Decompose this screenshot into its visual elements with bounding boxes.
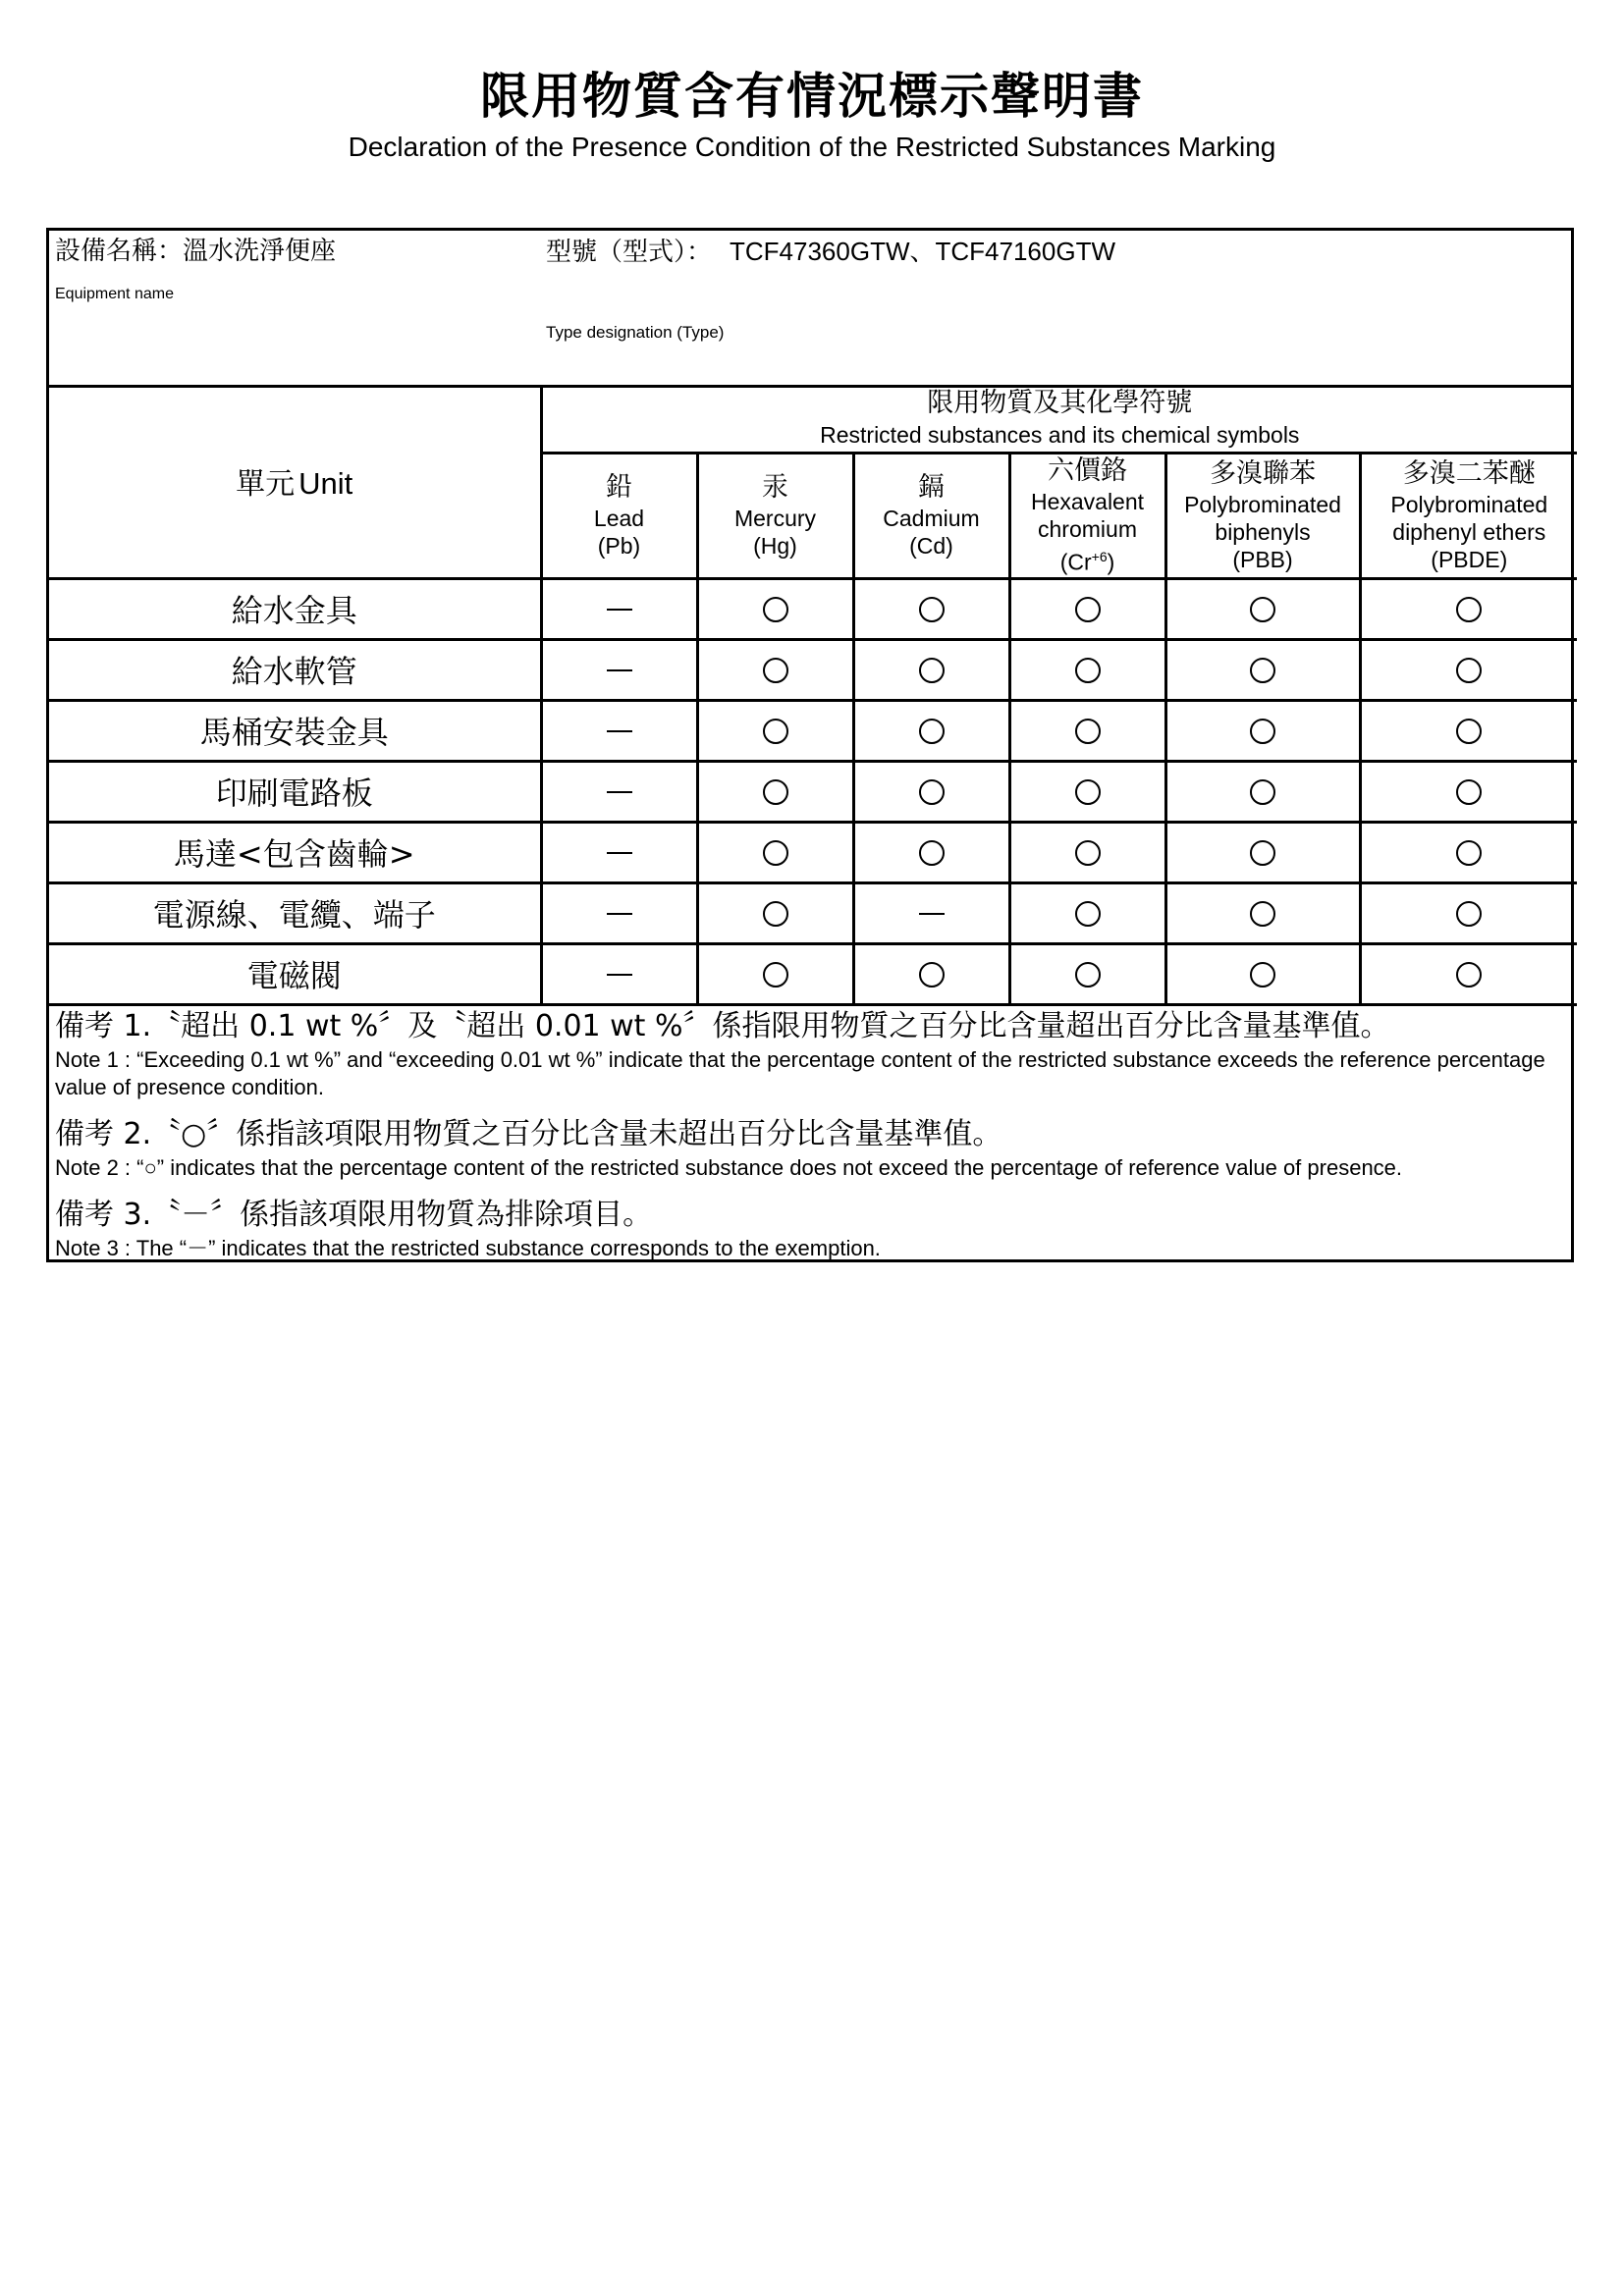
circle-mark-icon xyxy=(763,719,788,744)
note-3-zh: 備考 3.〝－〞係指該項限用物質為排除項目。 xyxy=(55,1198,653,1232)
unit-name: 電源線、電纜、端子 xyxy=(49,882,541,943)
substance-symbol: (Hg) xyxy=(753,533,797,559)
circle-mark-icon xyxy=(1456,719,1482,744)
table-row xyxy=(49,882,1577,943)
dash-mark-icon xyxy=(607,609,632,612)
equipment-name-label: 設備名稱：溫水洗淨便座 xyxy=(55,237,337,266)
circle-mark-icon xyxy=(919,840,945,866)
circle-mark-icon xyxy=(1250,962,1275,988)
table-row xyxy=(49,639,1577,700)
dash-mark-icon xyxy=(607,974,632,977)
mark-cell xyxy=(1360,639,1577,700)
substance-header-mercury xyxy=(697,453,853,578)
circle-mark-icon xyxy=(1075,597,1101,622)
dash-mark-icon xyxy=(607,669,632,672)
circle-mark-icon xyxy=(919,779,945,805)
substance-zh: 多溴二苯醚 xyxy=(1402,458,1536,489)
type-designation-label-en: Type designation (Type) xyxy=(546,323,725,342)
restricted-substances-header xyxy=(541,385,1577,453)
unit-name: 給水軟管 xyxy=(49,639,541,700)
circle-mark-icon xyxy=(1456,658,1482,683)
substance-en: Polybrominated xyxy=(1390,492,1548,517)
circle-mark-icon xyxy=(1456,840,1482,866)
substance-header-pbde xyxy=(1360,453,1577,578)
mark-cell xyxy=(1360,578,1577,639)
restricted-substances-header-en: Restricted substances and its chemical symbols xyxy=(820,421,1300,448)
substance-header-hexavalent-chromium xyxy=(1009,453,1165,578)
circle-mark-icon xyxy=(1456,962,1482,988)
circle-mark-icon xyxy=(763,840,788,866)
mark-cell xyxy=(1165,822,1360,882)
note-1-zh: 備考 1.〝超出 0.1 wt %〞及〝超出 0.01 wt %〞係指限用物質之百分比含量超出百分比含量基準值。 xyxy=(55,1009,1390,1043)
circle-mark-icon xyxy=(919,719,945,744)
substance-zh: 鎘 xyxy=(918,472,945,503)
substance-zh: 汞 xyxy=(762,472,788,503)
circle-mark-icon xyxy=(763,779,788,805)
mark-cell xyxy=(853,943,1009,1004)
substance-en: Cadmium xyxy=(883,506,980,531)
substance-zh: 鉛 xyxy=(606,472,632,503)
mark-cell xyxy=(853,700,1009,761)
mark-cell xyxy=(541,882,697,943)
unit-header-zh: 單元 xyxy=(236,466,296,502)
document-title: 限用物質含有情況標示聲明書 xyxy=(480,68,1144,125)
model-numbers: TCF47360GTW、TCF47160GTW xyxy=(730,237,1115,266)
mark-cell xyxy=(697,700,853,761)
circle-mark-icon xyxy=(1075,719,1101,744)
equipment-info xyxy=(49,231,1571,388)
circle-mark-icon xyxy=(919,658,945,683)
circle-mark-icon xyxy=(1456,597,1482,622)
unit-name: 給水金具 xyxy=(49,578,541,639)
mark-cell xyxy=(541,943,697,1004)
mark-cell xyxy=(853,822,1009,882)
restricted-substances-header-zh: 限用物質及其化學符號 xyxy=(927,387,1193,418)
unit-name: 馬達<包含齒輪> xyxy=(49,822,541,882)
circle-mark-icon xyxy=(1250,658,1275,683)
circle-mark-icon xyxy=(1456,779,1482,805)
mark-cell xyxy=(853,578,1009,639)
table-row xyxy=(49,761,1577,822)
unit-header xyxy=(49,385,541,578)
type-designation-label: 型號（型式）： xyxy=(546,238,713,267)
mark-cell xyxy=(541,578,697,639)
circle-mark-icon xyxy=(763,962,788,988)
substance-symbol: (Cd) xyxy=(909,533,953,559)
unit-name: 電磁閥 xyxy=(49,943,541,1004)
table-row xyxy=(49,578,1577,639)
declaration-sheet xyxy=(46,228,1574,1262)
table-body xyxy=(49,578,1577,1004)
substance-en: Lead xyxy=(593,506,645,531)
mark-cell xyxy=(1360,943,1577,1004)
mark-cell xyxy=(1360,700,1577,761)
mark-cell xyxy=(541,639,697,700)
note-2-en: Note 2 : “○” indicates that the percentage content of the restricted substance does not exceed the percentage of reference value of presence. xyxy=(55,1155,1403,1180)
dash-mark-icon xyxy=(607,791,632,794)
circle-mark-icon xyxy=(1250,840,1275,866)
substance-en: Mercury xyxy=(733,506,817,531)
mark-cell xyxy=(1009,700,1165,761)
mark-cell xyxy=(1009,943,1165,1004)
mark-cell xyxy=(1165,700,1360,761)
circle-mark-icon xyxy=(919,962,945,988)
table-row xyxy=(49,822,1577,882)
circle-mark-icon xyxy=(1250,901,1275,927)
substance-en: Polybrominated xyxy=(1184,492,1341,517)
substance-symbol: (PBDE) xyxy=(1431,547,1508,572)
mark-cell xyxy=(1165,639,1360,700)
mark-cell xyxy=(1009,578,1165,639)
unit-name: 馬桶安裝金具 xyxy=(49,700,541,761)
mark-cell xyxy=(1165,578,1360,639)
mark-cell xyxy=(1360,822,1577,882)
unit-header-en: Unit xyxy=(298,465,353,501)
substance-header-cadmium xyxy=(853,453,1009,578)
mark-cell xyxy=(1165,943,1360,1004)
circle-mark-icon xyxy=(1250,779,1275,805)
symbol-text: ) xyxy=(1107,549,1115,575)
substance-header-lead xyxy=(541,453,697,578)
substance-zh: 六價鉻 xyxy=(1048,455,1127,487)
note-1-en: Note 1 : “Exceeding 0.1 wt %” and “exceeding 0.01 wt %” indicate that the percentage content of the restricted substance exceeds the reference percentage value of presence condition. xyxy=(55,1047,1545,1099)
note-3-en: Note 3 : The “－” indicates that the restricted substance corresponds to the exemption. xyxy=(55,1236,881,1260)
mark-cell xyxy=(1009,639,1165,700)
dash-mark-icon xyxy=(607,730,632,733)
circle-mark-icon xyxy=(1456,901,1482,927)
table-row xyxy=(49,700,1577,761)
symbol-superscript: +6 xyxy=(1091,549,1108,565)
table-row xyxy=(49,943,1577,1004)
mark-cell xyxy=(1165,761,1360,822)
type-designation xyxy=(546,235,1115,269)
document-subtitle: Declaration of the Presence Condition of the Restricted Substances Marking xyxy=(348,132,1276,162)
mark-cell xyxy=(853,639,1009,700)
circle-mark-icon xyxy=(1075,901,1101,927)
mark-cell xyxy=(697,761,853,822)
mark-cell xyxy=(1009,882,1165,943)
circle-mark-icon xyxy=(763,901,788,927)
circle-mark-icon xyxy=(1075,962,1101,988)
substance-en: diphenyl ethers xyxy=(1392,519,1546,545)
mark-cell xyxy=(697,943,853,1004)
symbol-text: (Cr xyxy=(1059,549,1092,575)
substance-symbol: (PBB) xyxy=(1232,547,1293,572)
mark-cell xyxy=(697,882,853,943)
unit-name: 印刷電路板 xyxy=(49,761,541,822)
substance-en: Hexavalent xyxy=(1030,489,1145,515)
mark-cell xyxy=(1009,761,1165,822)
circle-mark-icon xyxy=(763,597,788,622)
mark-cell xyxy=(1360,761,1577,822)
substance-symbol: (Pb) xyxy=(597,533,641,559)
equipment-name-label-en: Equipment name xyxy=(55,286,174,302)
circle-mark-icon xyxy=(763,658,788,683)
substance-symbol xyxy=(1011,543,1164,576)
mark-cell xyxy=(541,822,697,882)
circle-mark-icon xyxy=(1075,779,1101,805)
circle-mark-icon xyxy=(919,597,945,622)
note-2-zh: 備考 2.〝○〞係指該項限用物質之百分比含量未超出百分比含量基準值。 xyxy=(55,1117,1002,1151)
substance-zh: 多溴聯苯 xyxy=(1210,458,1316,489)
circle-mark-icon xyxy=(1250,597,1275,622)
circle-mark-icon xyxy=(1075,658,1101,683)
dash-mark-icon xyxy=(607,852,632,855)
circle-mark-icon xyxy=(1075,840,1101,866)
mark-cell xyxy=(1009,822,1165,882)
mark-cell xyxy=(697,639,853,700)
mark-cell xyxy=(697,822,853,882)
dash-mark-icon xyxy=(919,913,945,916)
mark-cell xyxy=(1360,882,1577,943)
mark-cell xyxy=(541,761,697,822)
substances-table xyxy=(49,385,1577,1006)
mark-cell xyxy=(853,882,1009,943)
circle-mark-icon xyxy=(1250,719,1275,744)
mark-cell xyxy=(1165,882,1360,943)
dash-mark-icon xyxy=(607,913,632,916)
mark-cell xyxy=(853,761,1009,822)
substance-en: biphenyls xyxy=(1215,519,1311,545)
substance-header-pbb xyxy=(1165,453,1360,578)
mark-cell xyxy=(541,700,697,761)
substance-en: chromium xyxy=(1038,516,1137,543)
notes-section xyxy=(49,1005,1571,1262)
header-row-1 xyxy=(49,385,1577,453)
mark-cell xyxy=(697,578,853,639)
